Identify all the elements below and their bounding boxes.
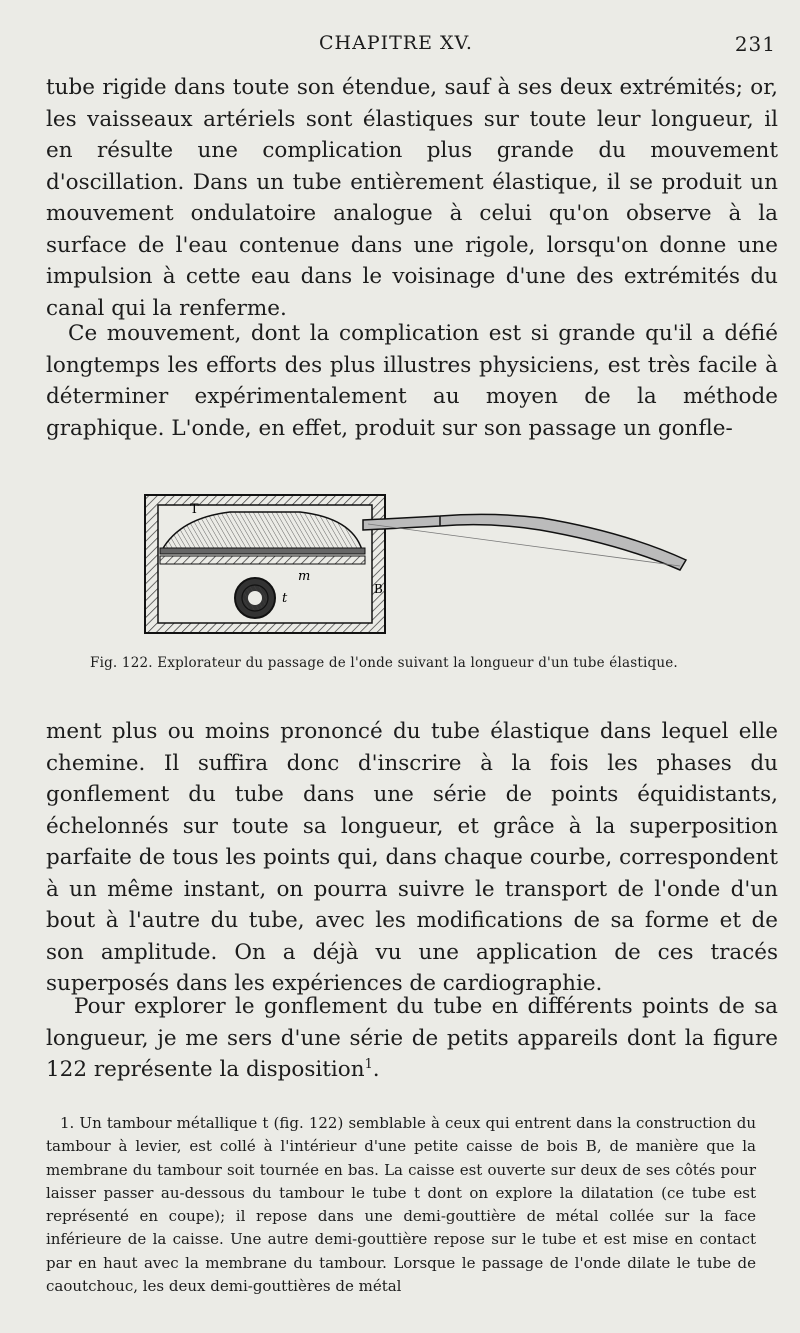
page-number: 231: [734, 32, 776, 56]
label-T: T: [190, 502, 199, 517]
label-B: B: [374, 582, 383, 596]
paragraph-2: Ce mouvement, dont la complication est si grande qu'il a défié longtemps les efforts des plus illustres physiciens, est très facile à déterminer expérimentalement au moyen de la méthode graphique. L'onde, en effet, produit sur son passage un gonfle-: [46, 321, 778, 441]
running-header: [46, 32, 776, 64]
paragraph-4-end: .: [372, 1057, 380, 1082]
label-t: t: [282, 591, 288, 606]
chapter-title: CHAPITRE XV.: [319, 32, 473, 54]
tambour-diagram: [120, 490, 760, 640]
footnote-1: 1. Un tambour métallique t (fig. 122) semblable à ceux qui entrent dans la construction du tambour à levier, est collé à l'intérieur d'une petite caisse de bois B, de manière que la membrane du tambour soit tournée en bas. La caisse est ouverte sur deux de ses côtés pour laisser passer au-dessous du tambour le tube t dont on explore la dilatation (ce tube est représenté en coupe); il repose dans une demi-gouttière de métal collée sur la face inférieure de la caisse. Une autre demi-gouttière repose sur le tube et est mise en contact par en haut avec la membrane du tambour. Lorsque le passage de l'onde dilate le tube de caoutchouc, les deux demi-gouttières de métal: [46, 1114, 756, 1296]
figure-caption: Fig. 122. Explorateur du passage de l'onde suivant la longueur d'un tube élastique.: [90, 655, 678, 671]
paragraph-3: ment plus ou moins prononcé du tube élastique dans lequel elle chemine. Il suffira donc d'inscrire à la fois les phases du gonflement du tube dans une série de points équidistants, échelonnés sur toute sa longueur, et grâce à la superposition parfaite de tous les points qui, dans chaque courbe, correspondent à un même instant, on pourra suivre le transport de l'onde d'un bout à l'autre du tube, avec les modifications de sa forme et de son amplitude. On a déjà vu une application de ces tracés superposés dans les expériences de cardiographie.: [46, 719, 778, 996]
paragraph-1: tube rigide dans toute son étendue, sauf à ses deux extrémités; or, les vaisseaux artériels sont élastiques sur toute leur longueur, il en résulte une complication plus grande du mouvement d'oscillation. Dans un tube entièrement élastique, il se produit un mouvement ondulatoire analogue à celui qu'on observe à la surface de l'eau contenue dans une rigole, lorsqu'on donne une impulsion à cette eau dans le voisinage d'une des extrémités du canal qui la renferme.: [46, 75, 778, 321]
paragraph-4-text: Pour explorer le gonflement du tube en différents points de sa longueur, je me sers d'une série de petits appareils dont la figure 122 représente la disposition: [46, 994, 778, 1082]
figure-122: [120, 490, 760, 640]
label-m: m: [298, 569, 311, 584]
paragraph-4: [46, 991, 778, 1086]
transmission-tube: [363, 514, 686, 570]
footnote-marker[interactable]: 1: [364, 1056, 373, 1072]
